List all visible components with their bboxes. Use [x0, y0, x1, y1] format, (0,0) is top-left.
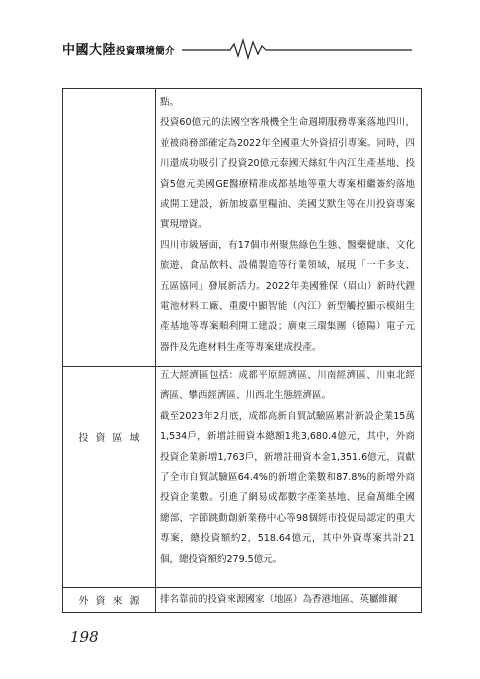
row-label-foreign-capital-source: 外資來源 — [78, 596, 147, 607]
table-cell-row1-content — [160, 93, 415, 358]
table-column-divider — [155, 89, 156, 612]
table-cell-row3-content — [160, 590, 415, 610]
table-row-divider — [63, 587, 421, 588]
paragraph: 投資60億元的法國空客飛機全生命週期服務專案落地四川，並被商務部確定為2022年全國重大外資招引專案。同時，四川還成功吸引了投資20億元泰國天絲紅牛內江生產基地、投資5億元美國GE醫療精准成都基地等重大專案相繼簽約落地或開工建設，新加坡嘉里糧油、美國艾默生等在川投資專案實現增資。 — [160, 117, 415, 231]
paragraph: 四川市級層面，有17個市州聚焦綠色生態、醫藥健康、文化旅遊、食品飲料、設備製造等行業領域，展現「一千多支、五區協同」發展新活力。2022年美國雅保（眉山）新時代鋰電池材料工廠、重慶中顯智能（內江）新型觸控顯示模組生產基地等專案順利開工建設；廣東三環集團（德陽）電子元器件及先進材料生產等專案建成投產。 — [160, 239, 415, 353]
paragraph: 五大經濟區包括：成都平原經濟區、川南經濟區、川東北經濟區、攀西經濟區、川西北生態經濟區。 — [160, 370, 415, 402]
paragraph: 排名靠前的投資來源國家（地區）為香港地區、英屬維爾 — [160, 594, 398, 605]
table-cell-row2-content — [160, 366, 415, 570]
paragraph: 點。 — [160, 97, 180, 108]
header-title — [62, 39, 175, 58]
header-title-main: 中國大陸 — [62, 43, 117, 58]
page-number: 198 — [70, 628, 99, 646]
row-label-investment-region: 投資區域 — [78, 433, 147, 444]
info-table — [62, 88, 422, 613]
running-header — [62, 36, 422, 60]
paragraph: 截至2023年2月底，成都高新自貿試驗區累計新設企業15萬1,534戶，新增註冊資本總額1兆3,680.4億元，其中，外商投資企業新增1,763戶，新增註冊資本金1,351.6億元，貢獻了全市自貿試驗區64.4%的新增企業數和87.8%的新增外商投資企業數。引進了網易成都數字產業基地、昆侖萬維全國總部、字節跳動創新業務中心等98個經市投促局認定的重大專案，總投資額約2，518.64億元，其中外資專案共計21個，總投資額約279.5億元。 — [160, 410, 415, 565]
header-title-sub: 投資環境簡介 — [116, 46, 175, 57]
